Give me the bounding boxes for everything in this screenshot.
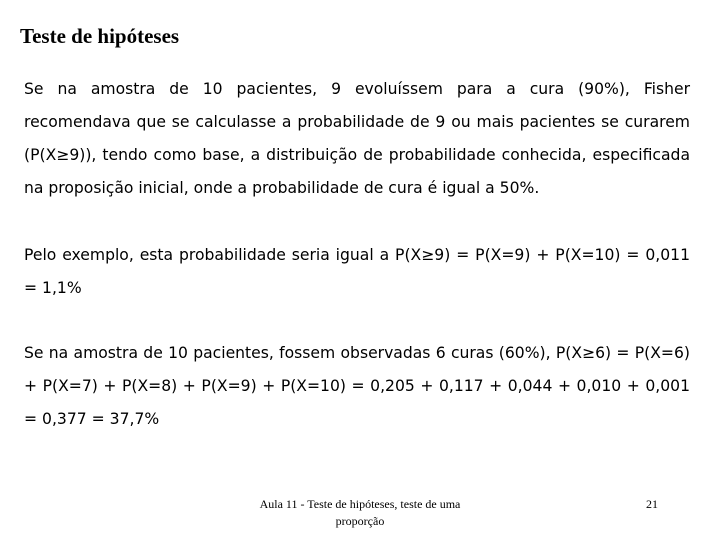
paragraph-fisher-recommendation: Se na amostra de 10 pacientes, 9 evoluíssem para a cura (90%), Fisher recomendava que se calculasse a probabilidade de 9 ou mais pacientes se curarem (P(X≥9)), tendo como base, a distribuição de probabilidade conhecida, especificada na proposição inicial, onde a probabilidade de cura é igual a 50%. [24, 80, 690, 197]
paragraph-six-cures-calculation: Se na amostra de 10 pacientes, fossem observadas 6 curas (60%), P(X≥6) = P(X=6) + P(X=7) + P(X=8) + P(X=9) + P(X=10) = 0,205 + 0,117 + 0,044 + 0,010 + 0,001 = 0,377 = 37,7% [24, 344, 690, 428]
slide-title: Teste de hipóteses [20, 24, 180, 48]
footer-lecture-title: Aula 11 - Teste de hipóteses, teste de uma proporção [259, 497, 461, 528]
paragraph-example-probability: Pelo exemplo, esta probabilidade seria igual a P(X≥9) = P(X=9) + P(X=10) = 0,011 = 1,1% [24, 246, 690, 297]
page-number: 21 [646, 497, 658, 511]
